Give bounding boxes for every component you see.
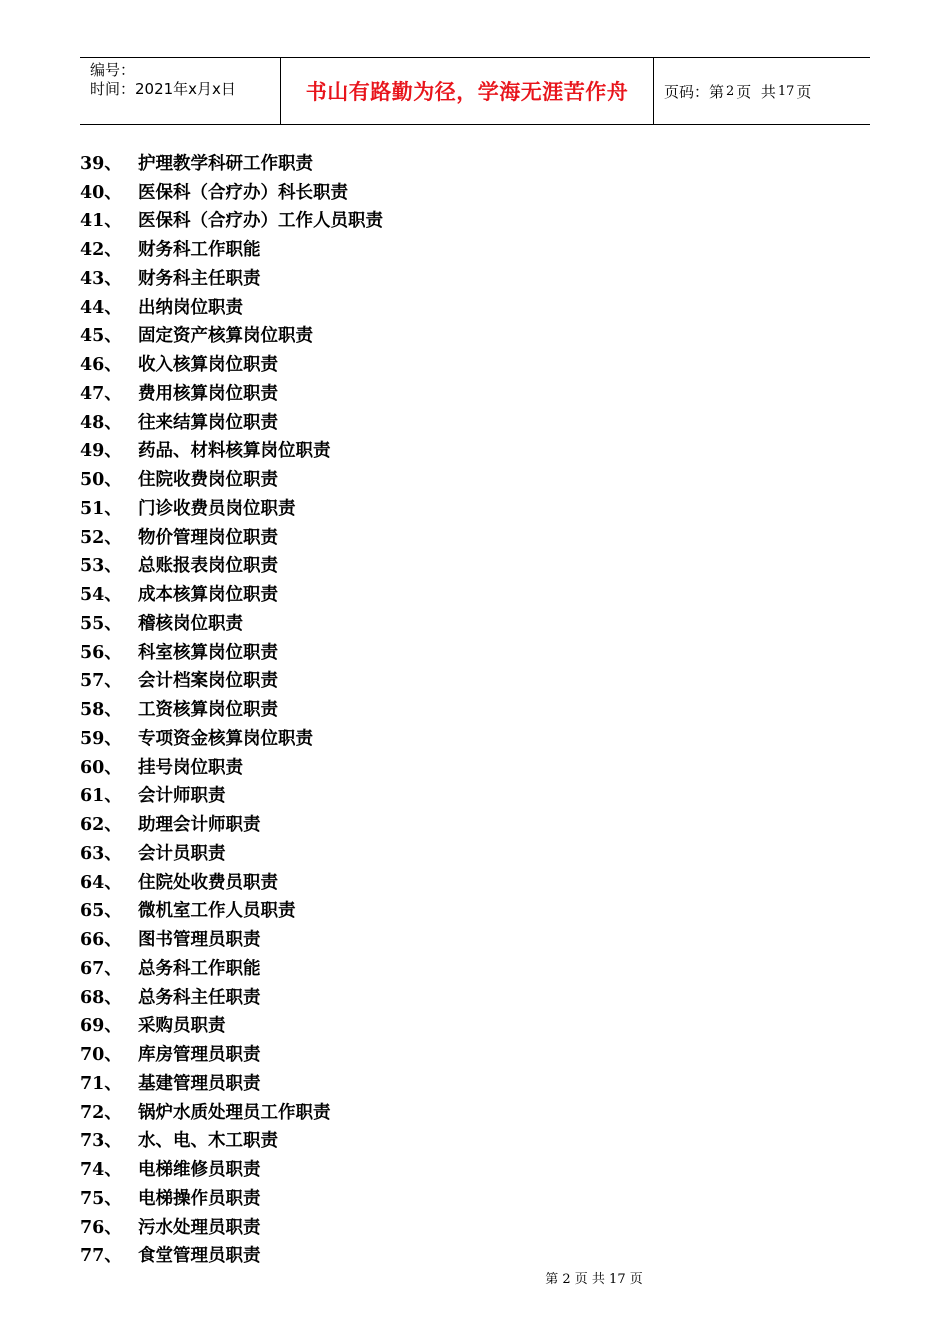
toc-item-title: 食堂管理员职责: [138, 1246, 261, 1267]
toc-item-number: 40、: [80, 182, 122, 203]
toc-item-number: 74、: [80, 1160, 122, 1181]
toc-item: [80, 464, 870, 493]
toc-item-number: 63、: [80, 843, 122, 864]
toc-item-title: 会计员职责: [138, 843, 226, 864]
toc-item: [80, 666, 870, 695]
toc-item-title: 财务科主任职责: [138, 268, 261, 289]
page-header: [80, 57, 870, 125]
toc-item-title: 医保科（合疗办）科长职责: [138, 182, 348, 203]
toc-item-number: 64、: [80, 872, 122, 893]
toc-item: [80, 867, 870, 896]
toc-item: [80, 206, 870, 235]
toc-item: [80, 723, 870, 752]
toc-item: [80, 579, 870, 608]
toc-item: [80, 924, 870, 953]
toc-item-title: 住院处收费员职责: [138, 872, 278, 893]
toc-item-number: 41、: [80, 211, 122, 232]
toc-item: [80, 1097, 870, 1126]
toc-item-title: 总账报表岗位职责: [138, 556, 278, 577]
toc-item-number: 62、: [80, 815, 122, 836]
toc-item-title: 会计档案岗位职责: [138, 671, 278, 692]
toc-item: [80, 234, 870, 263]
toc-item-number: 55、: [80, 613, 122, 634]
toc-item-title: 总务科工作职能: [138, 958, 261, 979]
toc-item-title: 费用核算岗位职责: [138, 383, 278, 404]
toc-item-number: 44、: [80, 297, 122, 318]
page-number: 2: [726, 83, 735, 99]
toc-list: [80, 148, 870, 1269]
toc-item: [80, 522, 870, 551]
toc-item-title: 总务科主任职责: [138, 987, 261, 1008]
toc-item-title: 库房管理员职责: [138, 1045, 261, 1066]
toc-item-number: 46、: [80, 355, 122, 376]
toc-item: [80, 1068, 870, 1097]
toc-item-title: 稽核岗位职责: [138, 613, 243, 634]
toc-item-number: 58、: [80, 700, 122, 721]
toc-item-number: 73、: [80, 1131, 122, 1152]
toc-item-title: 会计师职责: [138, 786, 226, 807]
toc-item-title: 助理会计师职责: [138, 815, 261, 836]
toc-item-number: 70、: [80, 1045, 122, 1066]
toc-item-title: 电梯操作员职责: [138, 1188, 261, 1209]
page-suffix: 页: [796, 82, 812, 101]
toc-item-number: 67、: [80, 958, 122, 979]
toc-item-title: 住院收费岗位职责: [138, 470, 278, 491]
toc-item: [80, 407, 870, 436]
toc-item: [80, 321, 870, 350]
toc-item-title: 物价管理岗位职责: [138, 527, 278, 548]
toc-item: [80, 349, 870, 378]
toc-item: [80, 436, 870, 465]
toc-item-title: 采购员职责: [138, 1016, 226, 1037]
toc-item: [80, 953, 870, 982]
toc-item: [80, 177, 870, 206]
toc-item-title: 药品、材料核算岗位职责: [138, 441, 331, 462]
toc-item: [80, 608, 870, 637]
header-meta: [80, 58, 281, 124]
toc-item-number: 49、: [80, 441, 122, 462]
code-label: 编号：: [90, 61, 136, 79]
toc-item-title: 固定资产核算岗位职责: [138, 326, 313, 347]
toc-item: [80, 378, 870, 407]
toc-item: [80, 1039, 870, 1068]
toc-item-number: 61、: [80, 786, 122, 807]
toc-item-title: 挂号岗位职责: [138, 757, 243, 778]
toc-item-title: 基建管理员职责: [138, 1073, 261, 1094]
toc-item-number: 51、: [80, 498, 122, 519]
toc-item-number: 59、: [80, 728, 122, 749]
toc-item: [80, 752, 870, 781]
toc-item-number: 69、: [80, 1016, 122, 1037]
toc-item-number: 56、: [80, 642, 122, 663]
toc-item-title: 医保科（合疗办）工作人员职责: [138, 211, 383, 232]
page-prefix: 页码：第: [664, 82, 725, 101]
toc-item-number: 50、: [80, 470, 122, 491]
toc-item-number: 45、: [80, 326, 122, 347]
toc-item-title: 锅炉水质处理员工作职责: [138, 1102, 331, 1123]
toc-item-number: 60、: [80, 757, 122, 778]
toc-item-title: 门诊收费员岗位职责: [138, 498, 296, 519]
toc-item-number: 76、: [80, 1217, 122, 1238]
toc-item-number: 66、: [80, 930, 122, 951]
toc-item: [80, 148, 870, 177]
toc-item-number: 43、: [80, 268, 122, 289]
page-mid: 页 共: [736, 82, 776, 101]
toc-item-number: 72、: [80, 1102, 122, 1123]
toc-item-title: 水、电、木工职责: [138, 1131, 278, 1152]
toc-item-title: 电梯维修员职责: [138, 1160, 261, 1181]
toc-item-title: 护理教学科研工作职责: [138, 153, 313, 174]
page-total: 17: [777, 83, 795, 99]
toc-item: [80, 1011, 870, 1040]
toc-item-number: 39、: [80, 153, 122, 174]
toc-item: [80, 838, 870, 867]
toc-item-number: 71、: [80, 1073, 122, 1094]
toc-item: [80, 1241, 870, 1270]
toc-item-number: 47、: [80, 383, 122, 404]
toc-item-number: 77、: [80, 1246, 122, 1267]
toc-item-title: 成本核算岗位职责: [138, 585, 278, 606]
toc-item: [80, 292, 870, 321]
toc-item-number: 53、: [80, 556, 122, 577]
toc-item-number: 65、: [80, 901, 122, 922]
toc-item: [80, 1126, 870, 1155]
header-motto: 书山有路勤为径，学海无涯苦作舟: [281, 58, 654, 124]
header-page-info: [654, 58, 870, 124]
toc-item: [80, 781, 870, 810]
toc-item-title: 图书管理员职责: [138, 930, 261, 951]
toc-item-number: 75、: [80, 1188, 122, 1209]
toc-item: [80, 896, 870, 925]
toc-item-title: 专项资金核算岗位职责: [138, 728, 313, 749]
toc-item-number: 68、: [80, 987, 122, 1008]
toc-item: [80, 982, 870, 1011]
toc-item-number: 54、: [80, 585, 122, 606]
toc-item: [80, 637, 870, 666]
toc-item: [80, 694, 870, 723]
toc-item-title: 收入核算岗位职责: [138, 355, 278, 376]
toc-item: [80, 1154, 870, 1183]
toc-item-number: 57、: [80, 671, 122, 692]
toc-item-number: 52、: [80, 527, 122, 548]
toc-item: [80, 551, 870, 580]
toc-item-title: 出纳岗位职责: [138, 297, 243, 318]
toc-item-title: 财务科工作职能: [138, 240, 261, 261]
toc-item: [80, 1212, 870, 1241]
toc-item-number: 48、: [80, 412, 122, 433]
toc-item: [80, 493, 870, 522]
toc-item: [80, 809, 870, 838]
page-footer: 第 2 页 共 17 页: [545, 1272, 643, 1287]
toc-item-title: 工资核算岗位职责: [138, 700, 278, 721]
time-label: 时间：2021年x月x日: [90, 80, 236, 98]
toc-item: [80, 263, 870, 292]
toc-item-title: 污水处理员职责: [138, 1217, 261, 1238]
toc-item-title: 微机室工作人员职责: [138, 901, 296, 922]
toc-item: [80, 1183, 870, 1212]
toc-item-title: 科室核算岗位职责: [138, 642, 278, 663]
toc-item-title: 往来结算岗位职责: [138, 412, 278, 433]
toc-item-number: 42、: [80, 240, 122, 261]
